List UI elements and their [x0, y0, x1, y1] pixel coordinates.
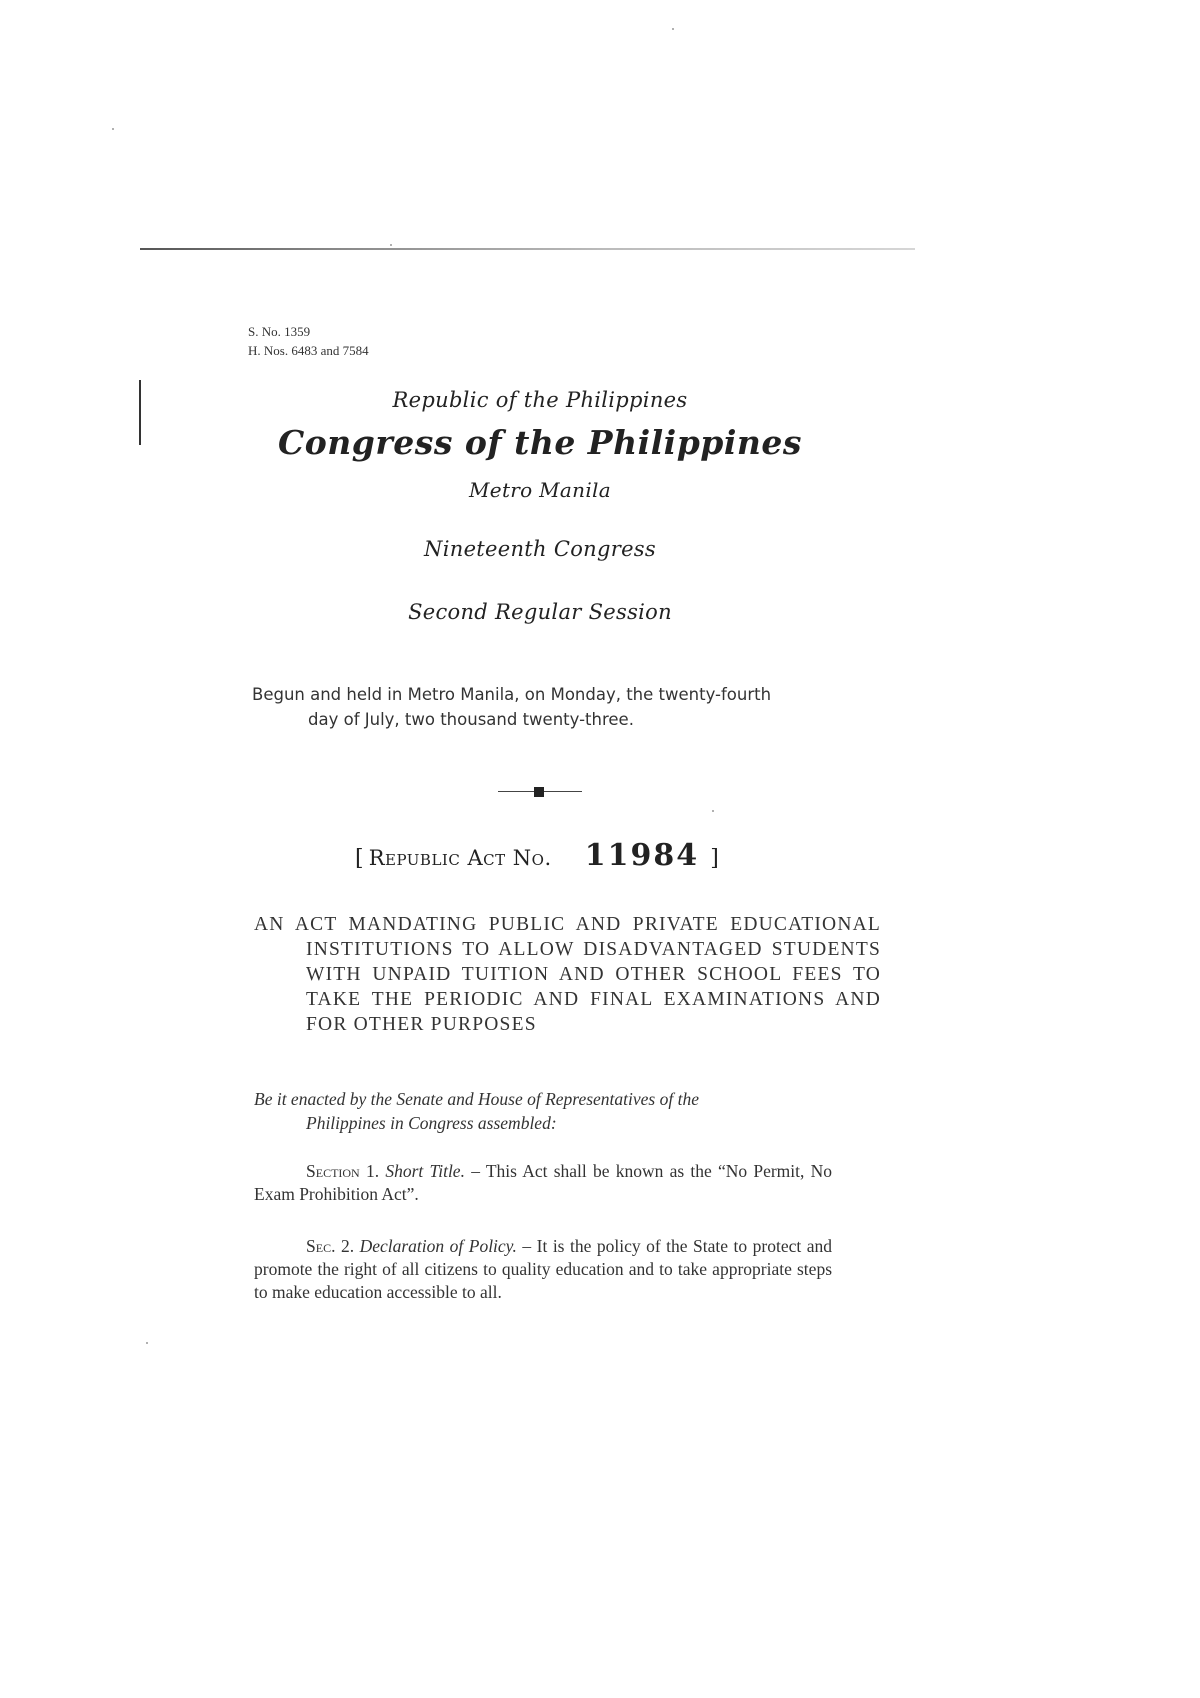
location-heading: Metro Manila: [469, 478, 611, 502]
scan-speck: [390, 244, 392, 246]
scan-speck: [712, 810, 714, 812]
republic-heading: Republic of the Philippines: [392, 388, 688, 412]
section-heading: Short Title.: [385, 1161, 465, 1181]
republic-act-heading: [355, 838, 719, 873]
bill-numbers: [248, 322, 369, 360]
begun-line-1: Begun and held in Metro Manila, on Monday, the twenty-fourth: [252, 685, 772, 704]
section-dash: –: [522, 1236, 532, 1256]
begun-statement: [252, 682, 832, 732]
top-rule: [140, 248, 915, 250]
congress-heading: Congress of the Philippines: [278, 423, 802, 462]
ornament-square: [534, 787, 544, 797]
enacting-line-2: Philippines in Congress assembled:: [306, 1113, 557, 1133]
section-2: [254, 1235, 832, 1304]
congress-number-heading: Nineteenth Congress: [424, 537, 656, 561]
open-bracket: [: [355, 846, 364, 871]
section-body: This Act shall be known as the “No Permit, No Exam Prohibition Act”.: [254, 1161, 833, 1204]
close-bracket: ]: [710, 846, 719, 871]
act-title: AN ACT MANDATING PUBLIC AND PRIVATE EDUCATIONAL INSTITUTIONS TO ALLOW DISADVANTAGED STUDENTS WITH UNPAID TUITION AND OTHER SCHOOL FEES TO TAKE THE PERIODIC AND FINAL EXAMINATIONS AND FOR OTHER PURPOSES: [254, 914, 881, 1035]
section-dash: –: [471, 1161, 480, 1181]
section-heading: Declaration of Policy.: [359, 1236, 517, 1256]
republic-act-number: 11984: [584, 838, 700, 873]
begun-line-2: day of July, two thousand twenty-three.: [308, 710, 634, 729]
section-label: Sec. 2.: [306, 1236, 355, 1256]
session-heading: Second Regular Session: [408, 600, 672, 624]
scan-speck: [146, 1342, 148, 1344]
senate-bill-number: S. No. 1359: [248, 324, 311, 339]
republic-act-label: Republic Act No.: [368, 846, 552, 870]
house-bill-numbers: H. Nos. 6483 and 7584: [248, 343, 369, 358]
section-1: [254, 1160, 832, 1206]
enacting-clause: [254, 1087, 834, 1135]
divider-ornament: [498, 786, 582, 798]
scan-speck: [672, 28, 674, 30]
section-label: Section 1.: [306, 1161, 380, 1181]
section-body: It is the policy of the State to protect and promote the right of all citizens to quality education and to take appropriate steps to make education accessible to all.: [254, 1236, 833, 1302]
scan-speck: [112, 128, 114, 130]
enacting-line-1: Be it enacted by the Senate and House of Representatives of the: [254, 1089, 699, 1109]
